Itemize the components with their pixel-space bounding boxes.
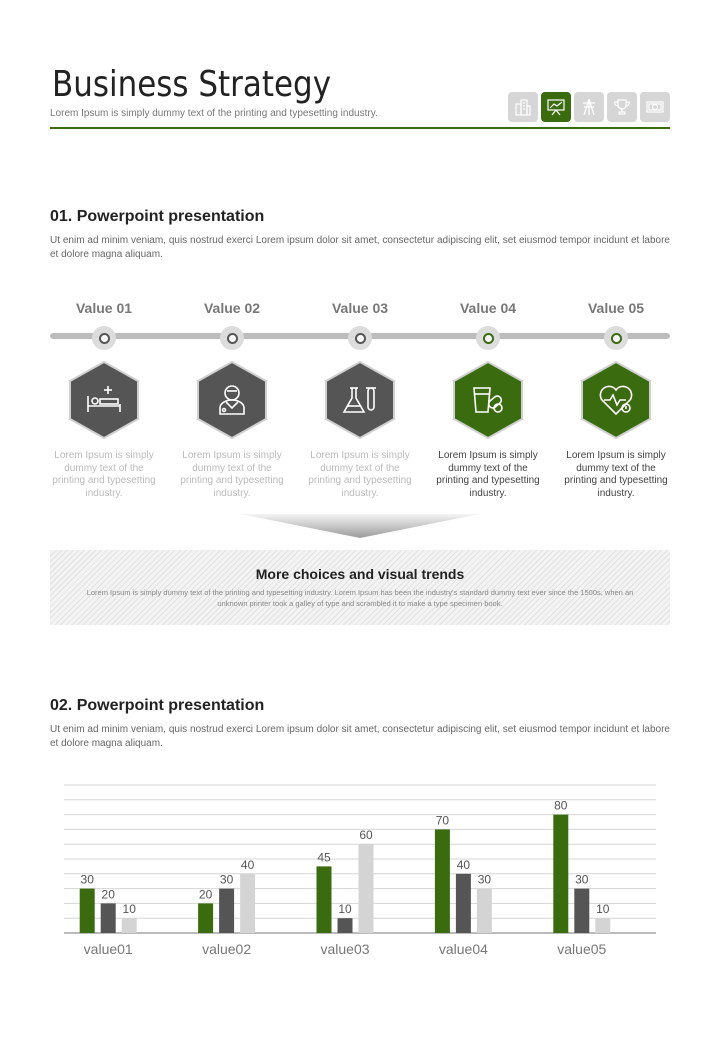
doctor-icon xyxy=(196,360,268,440)
x-tick-label: value02 xyxy=(202,941,252,957)
hospital-bed-icon xyxy=(68,360,140,440)
data-label: 80 xyxy=(554,798,568,813)
data-label: 30 xyxy=(477,872,492,887)
step-description: Lorem Ipsum is simply dummy text of the printing and typesetting industry. xyxy=(52,450,156,499)
page-subtitle: Lorem Ipsum is simply dummy text of the printing and typesetting industry. xyxy=(50,108,378,119)
bar-value02-s1 xyxy=(198,903,213,933)
data-label: 45 xyxy=(317,850,331,865)
data-label: 40 xyxy=(240,857,255,872)
bar-value03-s2 xyxy=(338,918,353,933)
x-tick-label: value01 xyxy=(83,941,133,957)
timeline-step-1 xyxy=(49,300,159,500)
timeline-dot xyxy=(604,326,628,350)
money-icon[interactable] xyxy=(640,92,670,122)
section1-title: 01. Powerpoint presentation xyxy=(50,208,265,225)
timeline-step-3 xyxy=(305,300,415,500)
timeline-step-4 xyxy=(433,300,543,500)
bar-value04-s3 xyxy=(477,889,492,933)
data-label: 10 xyxy=(338,902,352,917)
bar-value02-s3 xyxy=(240,874,255,933)
bar-value04-s1 xyxy=(435,829,450,933)
page-title: Business Strategy xyxy=(52,64,332,105)
step-label: Value 04 xyxy=(459,300,517,316)
bar-value03-s3 xyxy=(359,844,374,933)
header-icon-group xyxy=(508,92,670,122)
bar-value02-s2 xyxy=(219,889,234,933)
bar-value05-s2 xyxy=(574,889,589,933)
section1-text: Ut enim ad minim veniam, quis nostrud exerci Lorem ipsum dolor sit amet, consectetur adipiscing elit, set eiusmod tempor incidunt et labore et dolore magna aliquam. xyxy=(50,235,670,260)
lab-flask-icon xyxy=(324,360,396,440)
x-tick-label: value03 xyxy=(320,941,370,957)
timeline-step-2 xyxy=(177,300,287,500)
timeline-dot xyxy=(92,326,116,350)
header-divider xyxy=(50,127,670,129)
x-tick-label: value05 xyxy=(557,941,607,957)
data-label: 30 xyxy=(575,872,589,887)
step-label: Value 01 xyxy=(75,300,133,316)
bar-value03-s1 xyxy=(317,866,332,933)
trends-banner xyxy=(50,550,670,625)
step-label: Value 03 xyxy=(331,300,389,316)
bar-value01-s2 xyxy=(101,903,116,933)
tower-icon[interactable] xyxy=(574,92,604,122)
section2-title: 02. Powerpoint presentation xyxy=(50,697,265,714)
step-description: Lorem Ipsum is simply dummy text of the printing and typesetting industry. xyxy=(308,450,412,499)
step-description: Lorem Ipsum is simply dummy text of the printing and typesetting industry. xyxy=(436,450,540,499)
medicine-icon xyxy=(452,360,524,440)
data-label: 30 xyxy=(219,872,234,887)
data-label: 20 xyxy=(101,887,115,902)
step-label: Value 02 xyxy=(203,300,261,316)
timeline-dot xyxy=(348,326,372,350)
bar-value01-s1 xyxy=(80,889,95,933)
x-tick-label: value04 xyxy=(438,941,488,957)
data-label: 10 xyxy=(596,902,610,917)
bar-value01-s3 xyxy=(122,918,137,933)
step-label: Value 05 xyxy=(587,300,645,316)
trophy-icon[interactable] xyxy=(607,92,637,122)
section2-text: Ut enim ad minim veniam, quis nostrud exerci Lorem ipsum dolor sit amet, consectetur adipiscing elit, set eiusmod tempor incidunt et labore et dolore magna aliquam. xyxy=(50,724,670,749)
data-label: 20 xyxy=(198,887,213,902)
timeline-step-5 xyxy=(561,300,671,500)
data-label: 70 xyxy=(435,813,450,828)
banner-text: Lorem Ipsum is simply dummy text of the printing and typesetting industry. Lorem Ipsum has been the industry's standard dummy text ever since the 1500s, when an unknown printer took a galley of type and scrambled it to make a type specimen book. xyxy=(86,588,634,608)
step-description: Lorem Ipsum is simply dummy text of the printing and typesetting industry. xyxy=(180,450,284,499)
heart-rate-icon xyxy=(580,360,652,440)
timeline-dot xyxy=(476,326,500,350)
presentation-icon[interactable] xyxy=(541,92,571,122)
bar-value05-s3 xyxy=(595,918,610,933)
bar-chart xyxy=(50,775,670,965)
timeline-dot xyxy=(220,326,244,350)
data-label: 60 xyxy=(359,828,373,843)
bar-value05-s1 xyxy=(553,815,568,933)
bar-value04-s2 xyxy=(456,874,471,933)
building-icon[interactable] xyxy=(508,92,538,122)
data-label: 40 xyxy=(456,857,471,872)
banner-title: More choices and visual trends xyxy=(255,566,465,582)
funnel-pointer xyxy=(240,514,480,540)
data-label: 10 xyxy=(122,902,136,917)
data-label: 30 xyxy=(80,872,94,887)
step-description: Lorem Ipsum is simply dummy text of the printing and typesetting industry. xyxy=(564,450,668,499)
